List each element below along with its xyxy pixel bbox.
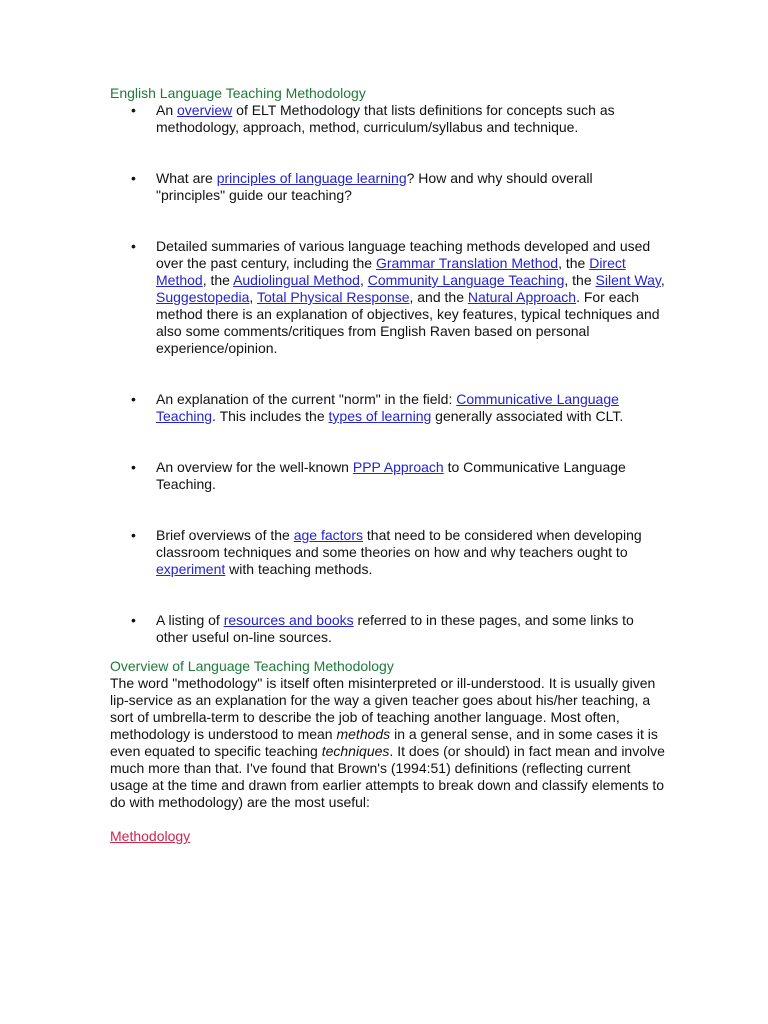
bullet-icon: • (131, 102, 136, 118)
item-text: to Communicative Language Teaching. (156, 459, 626, 492)
item-text: A listing of (156, 612, 224, 628)
link-principles-of-language-learning[interactable]: principles of language learning (216, 170, 407, 186)
item-text: An explanation of the current "norm" in the field: (156, 391, 457, 407)
item-text: referred to in these pages, and some links to other useful on-line sources. (156, 612, 634, 645)
overview-paragraph (110, 675, 665, 811)
item-text: An (156, 102, 178, 118)
item-text: , (249, 289, 257, 305)
bullet-icon: • (131, 459, 136, 475)
link-silent-way[interactable]: Silent Way (595, 272, 661, 288)
link-grammar-translation-method[interactable]: Grammar Translation Method (375, 255, 559, 271)
list-item (110, 459, 665, 493)
item-text: What are (156, 170, 217, 186)
bullet-icon: • (131, 170, 136, 186)
list-item (110, 102, 665, 136)
bullet-icon: • (131, 612, 136, 628)
topics-list (110, 102, 665, 646)
item-text: , and the (409, 289, 468, 305)
para-text: . It does (or should) in fact mean and involve much more than that. I've found that Brown's (1994:51) definitions (reflecting current usage at the time and drawn from earlier attempts to break down and classify elements to do with methodology) are the most useful: (110, 743, 665, 810)
item-text: of ELT Methodology that lists definitions for concepts such as methodology, approach, method, curriculum/syllabus and technique. (156, 102, 615, 135)
item-text: . This includes the (212, 408, 329, 424)
link-suggestopedia[interactable]: Suggestopedia (156, 289, 250, 305)
link-resources-and-books[interactable]: resources and books (223, 612, 354, 628)
item-text: Detailed summaries of various language teaching methods developed and used over the past century, including the (156, 238, 651, 271)
link-natural-approach[interactable]: Natural Approach (467, 289, 577, 305)
link-age-factors[interactable]: age factors (293, 527, 363, 543)
para-text: in a general sense, and in some cases it is even equated to specific teaching (110, 726, 658, 759)
link-community-language-teaching[interactable]: Community Language Teaching (367, 272, 565, 288)
item-text: generally associated with CLT. (431, 408, 624, 424)
document-page (110, 85, 665, 845)
bullet-icon: • (131, 238, 136, 254)
item-text: , the (558, 255, 590, 271)
item-text: Brief overviews of the (156, 527, 294, 543)
link-ppp-approach[interactable]: PPP Approach (352, 459, 444, 475)
para-emphasis-methods: methods (336, 726, 391, 742)
para-text: The word "methodology" is itself often misinterpreted or ill-understood. It is usually given lip-service as an explanation for the way a given teacher goes about his/her teaching, a sort of umbrella-term to describe the job of teaching another language. Most often, methodology is understood to mean (110, 675, 656, 742)
list-item (110, 238, 665, 357)
list-item (110, 391, 665, 425)
list-item (110, 527, 665, 578)
list-item (110, 612, 665, 646)
item-text: ? How and why should overall "principles" guide our teaching? (156, 170, 593, 203)
bullet-icon: • (131, 527, 136, 543)
section-heading-overview: Overview of Language Teaching Methodology (110, 658, 394, 674)
link-overview[interactable]: overview (177, 102, 233, 118)
methodology-link-wrap (110, 828, 665, 845)
item-text: , the (202, 272, 234, 288)
section-heading-elt-methodology: English Language Teaching Methodology (110, 85, 366, 101)
item-text: . For each method there is an explanation of objectives, key features, typical techniques and also some comments/critiques from English Raven based on personal experience/opinion. (156, 289, 660, 356)
link-communicative-language-teaching[interactable]: Communicative Language Teaching (156, 391, 619, 424)
item-text: An overview for the well-known (156, 459, 353, 475)
link-experiment[interactable]: experiment (156, 561, 226, 577)
link-audiolingual-method[interactable]: Audiolingual Method (233, 272, 360, 288)
item-text: , (359, 272, 368, 288)
para-emphasis-techniques: techniques (321, 743, 390, 759)
list-item (110, 170, 665, 204)
item-text: with teaching methods. (225, 561, 373, 577)
link-types-of-learning[interactable]: types of learning (328, 408, 432, 424)
item-text: that need to be considered when developing classroom techniques and some theories on how and why teachers ought to (156, 527, 642, 560)
bullet-icon: • (131, 391, 136, 407)
item-text: , (660, 272, 665, 288)
link-total-physical-response[interactable]: Total Physical Response (256, 289, 410, 305)
link-methodology[interactable]: Methodology (110, 828, 191, 844)
link-direct-method[interactable]: Direct Method (156, 255, 626, 288)
item-text: , the (564, 272, 596, 288)
